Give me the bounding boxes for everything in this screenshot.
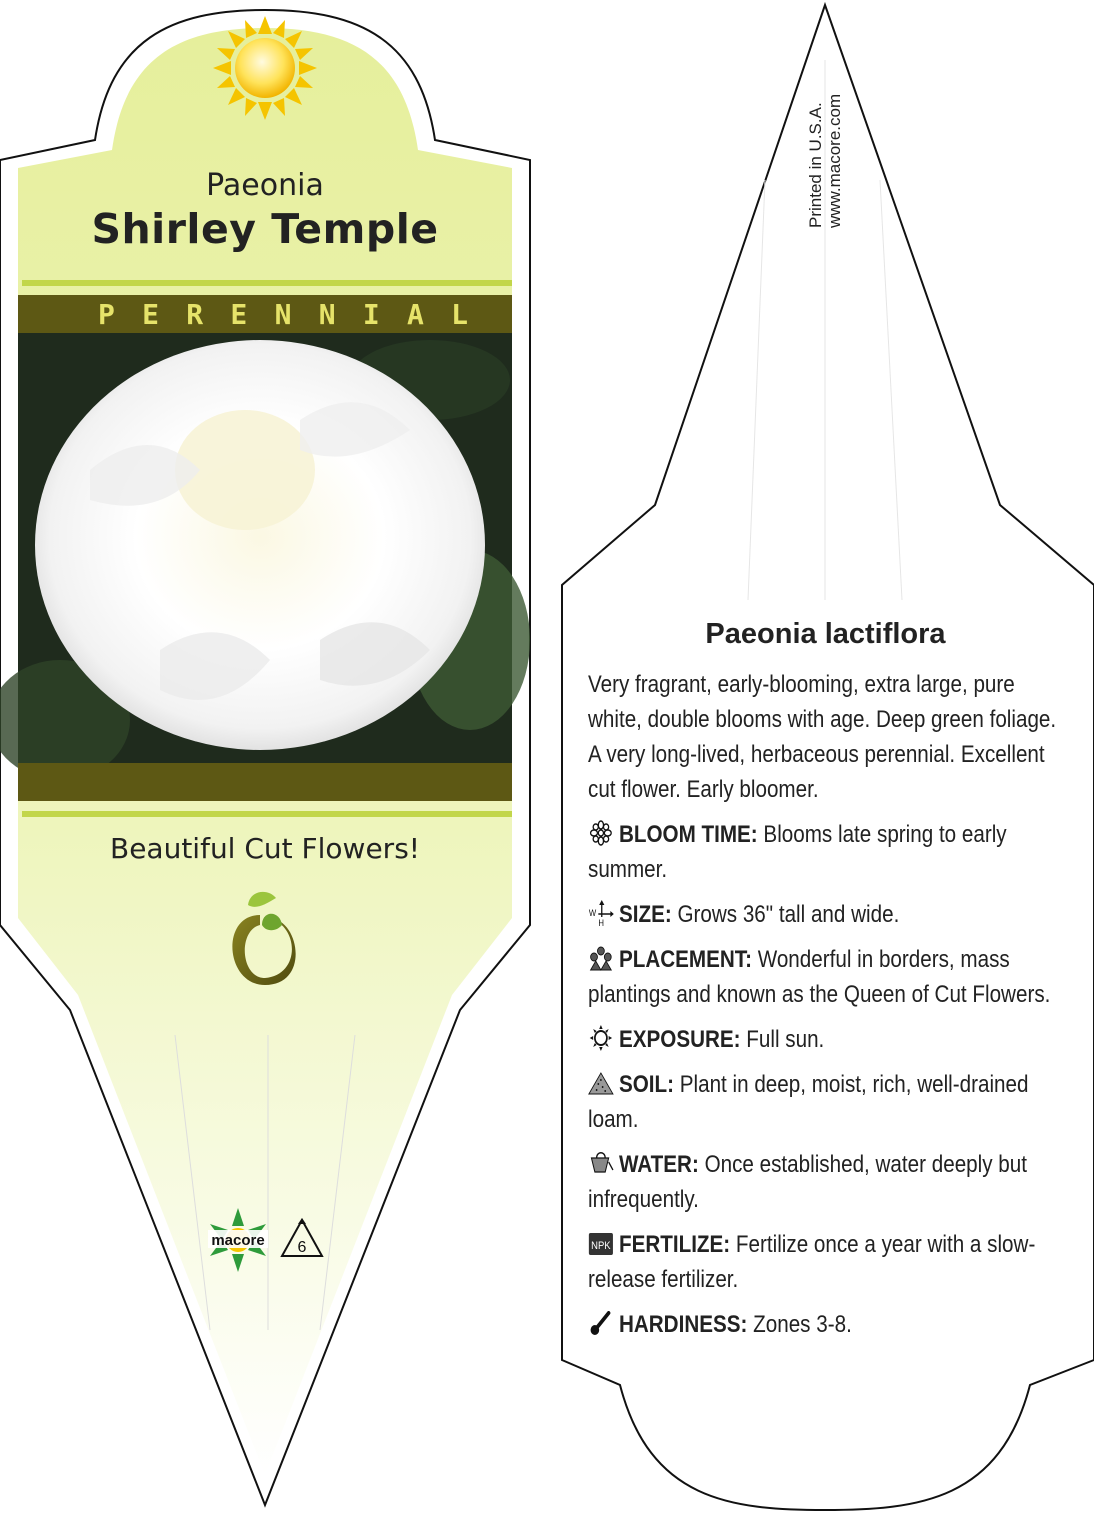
botanical-name: Paeonia lactiflora	[705, 618, 946, 650]
tagline: Beautiful Cut Flowers!	[109, 832, 421, 865]
flower-photo	[0, 333, 530, 780]
care-placement	[588, 942, 1062, 1012]
water-icon	[588, 1150, 614, 1176]
placement-icon	[588, 945, 614, 971]
website-text: www.macore.com	[825, 93, 844, 228]
category-letter: R	[186, 297, 204, 331]
full-sun-icon	[213, 16, 317, 120]
size-icon-h: H	[598, 917, 604, 929]
care-text: Plant in deep, moist, rich, well-drained loam.	[588, 1071, 1029, 1133]
size-icon	[588, 900, 614, 929]
care-label: HARDINESS:	[618, 1311, 748, 1338]
back-content	[588, 618, 1063, 1352]
care-exposure	[588, 1022, 1062, 1057]
category-letter: I	[362, 297, 380, 331]
printed-in-usa-note	[803, 30, 844, 230]
care-water	[588, 1147, 1062, 1217]
category-letter: P	[98, 297, 115, 331]
recycle-code: 6	[297, 1239, 307, 1256]
npk-text: NPK	[591, 1240, 611, 1253]
care-label: BLOOM TIME:	[618, 821, 758, 848]
care-text: Grows 36" tall and wide.	[677, 901, 900, 928]
care-label: SOIL:	[618, 1071, 674, 1098]
bloom-icon	[588, 820, 614, 846]
soil-icon	[588, 1070, 614, 1096]
care-text: Fertilize once a year with a slow-release fertilizer.	[588, 1231, 1036, 1293]
printed-in-text: Printed in U.S.A.	[806, 102, 825, 228]
care-label: WATER:	[618, 1151, 699, 1178]
care-label: PLACEMENT:	[618, 946, 752, 973]
plant-description: Very fragrant, early-blooming, extra large, pure white, double blooms with age. Deep green foliage. A very long-lived, herbaceous perennial. Excellent cut flower. Early bloomer.	[588, 671, 1057, 803]
genus-name: Paeonia	[206, 168, 324, 203]
care-fertilize	[588, 1227, 1062, 1297]
thermometer-icon	[588, 1310, 614, 1336]
size-icon-w: W	[588, 907, 597, 919]
npk-icon	[588, 1230, 614, 1256]
category-letter: A	[406, 297, 424, 331]
care-size	[588, 897, 1062, 932]
care-text: Wonderful in borders, mass plantings and known as the Queen of Cut Flowers.	[588, 946, 1051, 1008]
care-text: Zones 3-8.	[753, 1311, 852, 1338]
care-soil	[588, 1067, 1062, 1137]
care-hardiness	[588, 1307, 1062, 1342]
cultivar-name: Shirley Temple	[91, 205, 439, 253]
category-letter: N	[274, 297, 292, 331]
care-label: FERTILIZE:	[618, 1231, 731, 1258]
category-letter: N	[318, 297, 336, 331]
category-banner	[40, 295, 510, 333]
care-bloom-time	[588, 817, 1062, 887]
care-text: Full sun.	[746, 1026, 825, 1053]
sun-icon	[588, 1025, 614, 1051]
care-text: Blooms late spring to early summer.	[588, 821, 1007, 883]
macore-brand-text: macore	[211, 1232, 265, 1249]
care-label: EXPOSURE:	[618, 1026, 741, 1053]
care-text: Once established, water deeply but infrequently.	[588, 1151, 1027, 1213]
category-letter: E	[230, 297, 248, 331]
category-letter: L	[451, 297, 468, 331]
category-letter: E	[142, 297, 159, 331]
care-label: SIZE:	[618, 901, 672, 928]
